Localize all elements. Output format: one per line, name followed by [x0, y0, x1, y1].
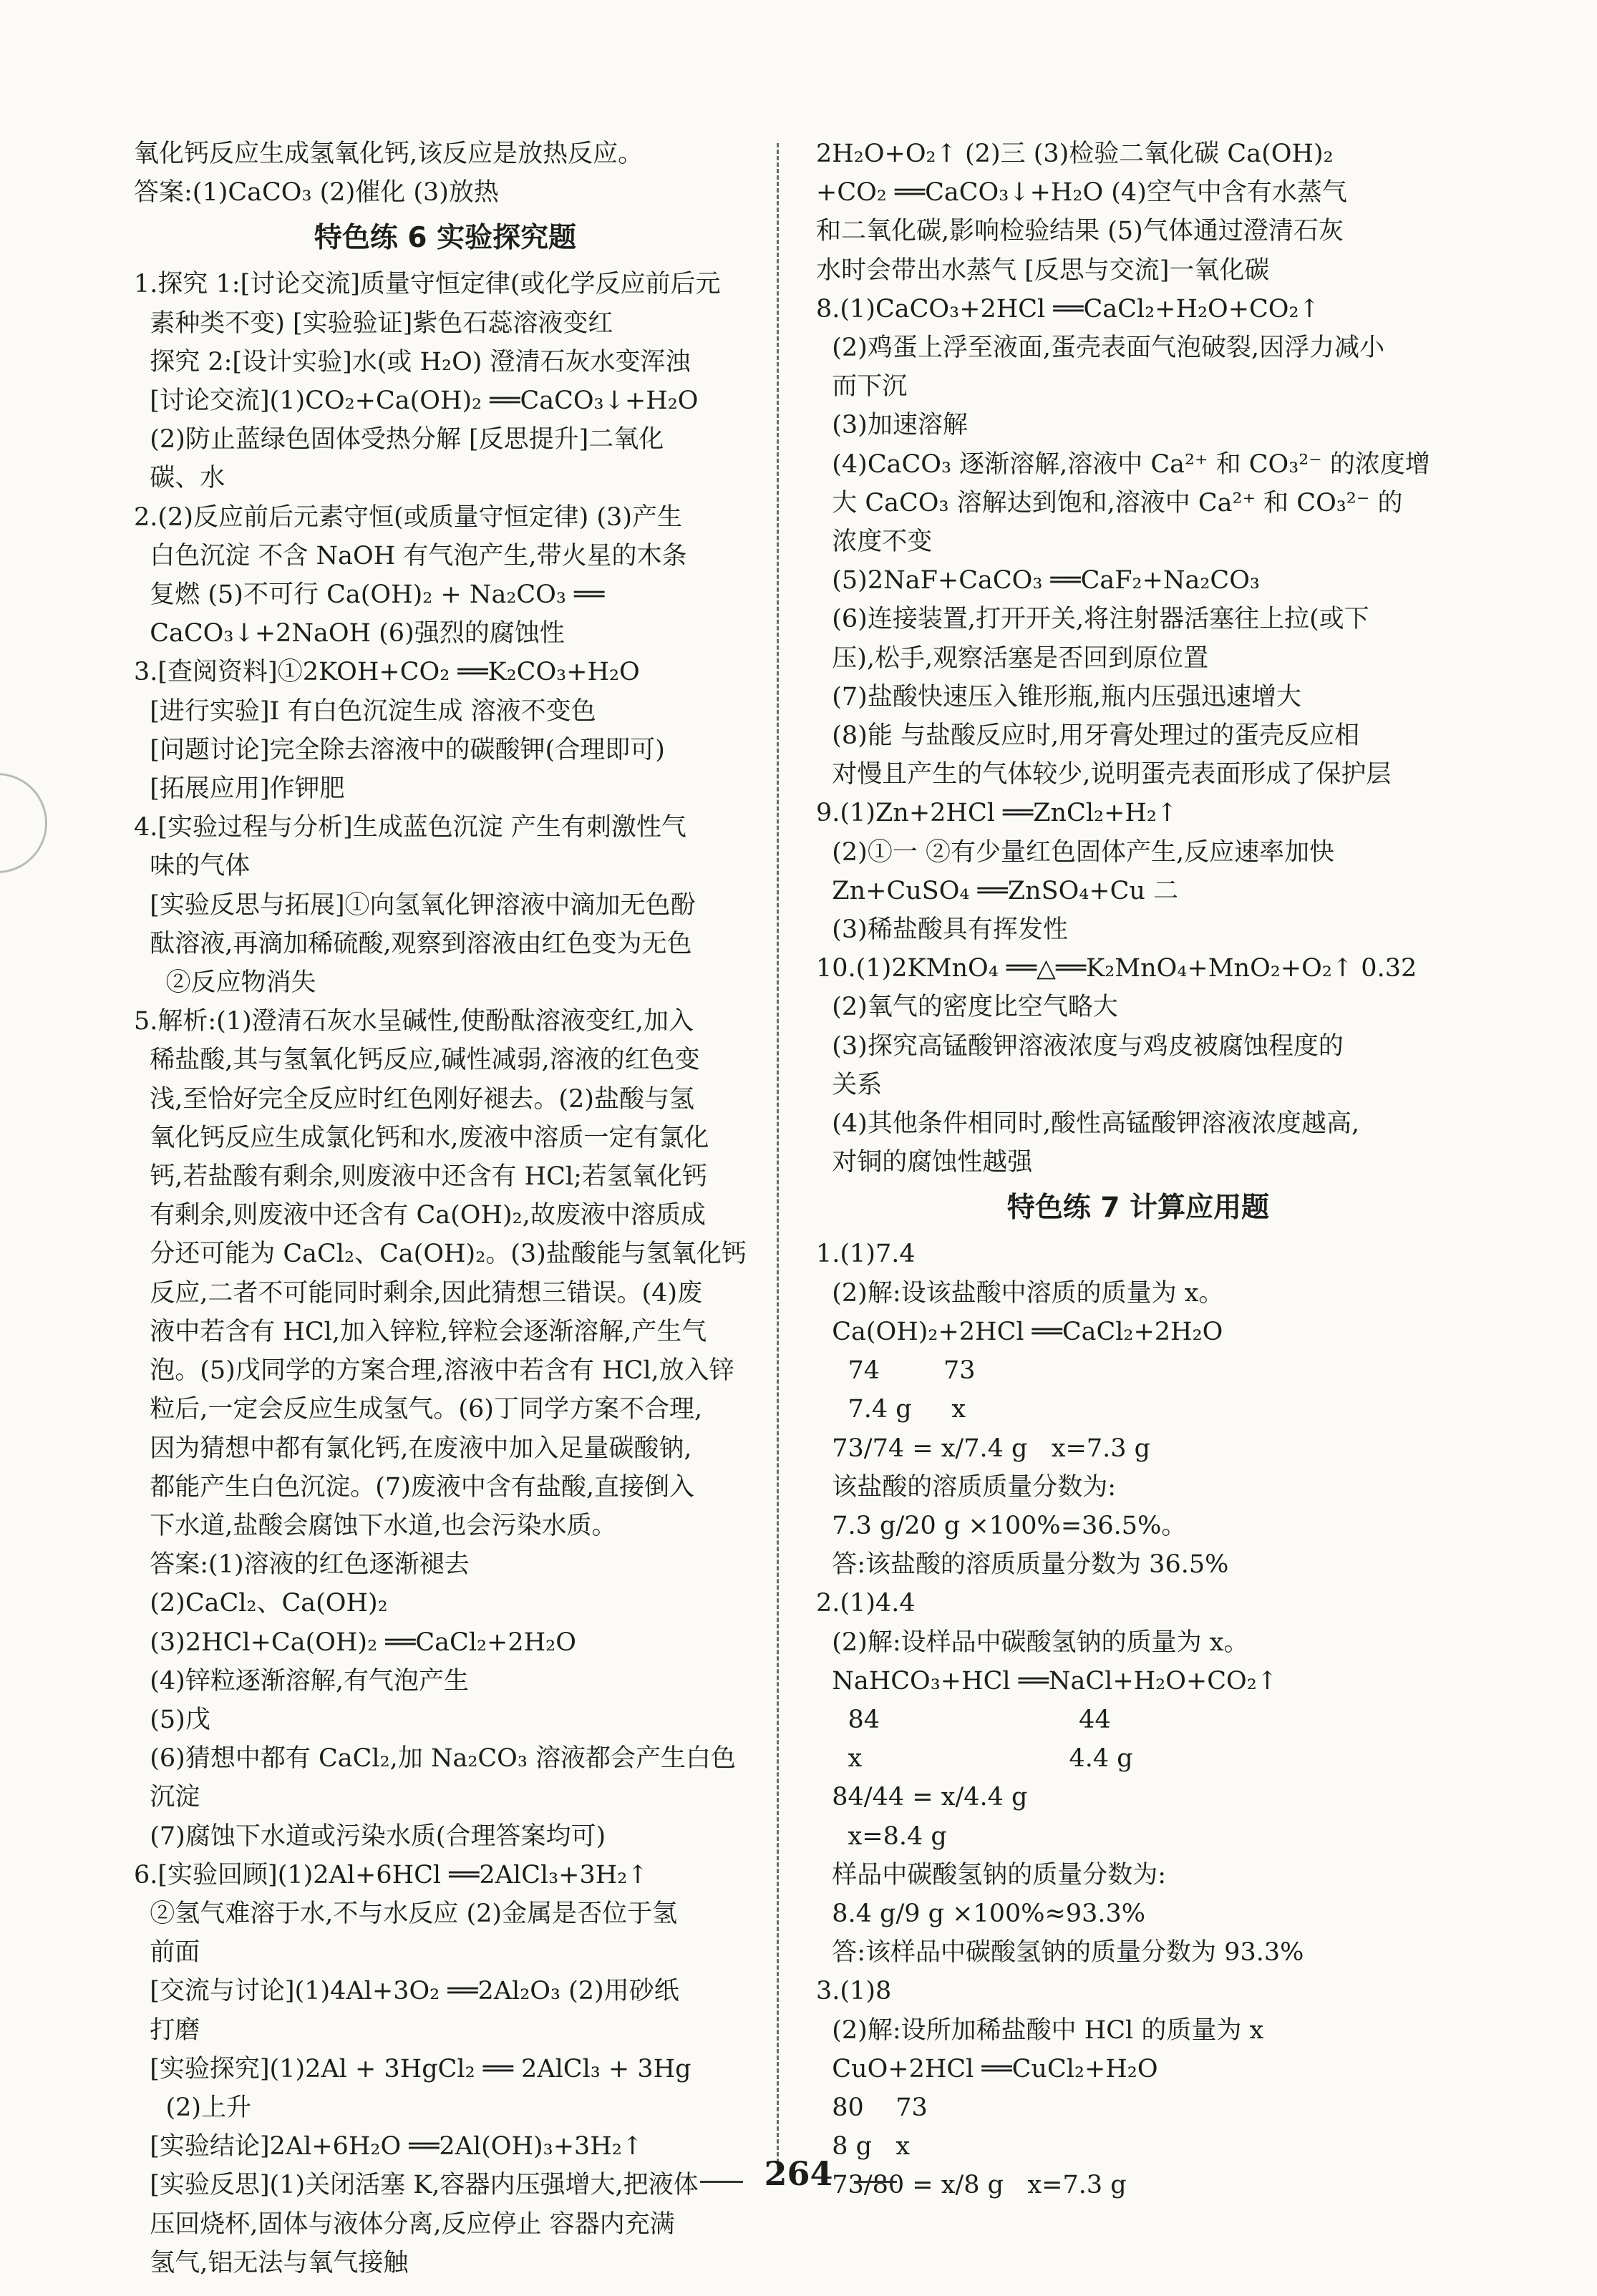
text-line: 探究 2:[设计实验]水(或 H₂O) 澄清石灰水变浑浊 [134, 347, 691, 376]
text-line: 都能产生白色沉淀。(7)废液中含有盐酸,直接倒入 [134, 1472, 694, 1502]
section-title: 特色练 7 计算应用题 [1006, 1192, 1270, 1225]
text-line: CuO+2HCl ══CuCl₂+H₂O [816, 2054, 1158, 2083]
text-line: 白色沉淀 不含 NaOH 有气泡产生,带火星的木条 [134, 541, 687, 570]
text-line: (7)腐蚀下水道或污染水质(合理答案均可) [134, 1821, 606, 1851]
text-line: 80 73 [816, 2093, 928, 2122]
left-column [134, 135, 757, 2282]
text-line: 84/44 = x/4.4 g [816, 1783, 1028, 1812]
text-line: [实验反思](1)关闭活塞 K,容器内压强增大,把液体 [134, 2171, 699, 2200]
column-divider [777, 143, 779, 2176]
text-line: [拓展应用]作钾肥 [134, 774, 345, 804]
text-line: 84 44 [816, 1705, 1111, 1734]
text-line: 7.3 g/20 g ×100%=36.5%。 [816, 1511, 1187, 1540]
right-column [816, 135, 1460, 2205]
footer-dash-right [854, 2181, 897, 2183]
text-line: 6.[实验回顾](1)2Al+6HCl ══2AlCl₃+3H₂↑ [134, 1860, 649, 1889]
text-line: 5.解析:(1)澄清石灰水呈碱性,使酚酞溶液变红,加入 [134, 1007, 694, 1036]
text-line: 该盐酸的溶质质量分数为: [816, 1472, 1117, 1502]
text-line: 答:该盐酸的溶质质量分数为 36.5% [816, 1550, 1229, 1580]
text-line: 对慢且产生的气体较少,说明蛋壳表面形成了保护层 [816, 760, 1392, 789]
text-line: (2)CaCl₂、Ca(OH)₂ [134, 1589, 388, 1618]
text-line: 样品中碳酸氢钠的质量分数为: [816, 1860, 1167, 1889]
text-line: Zn+CuSO₄ ══ZnSO₄+Cu 二 [816, 876, 1179, 905]
text-line: 73/74 = x/7.4 g x=7.3 g [816, 1434, 1151, 1463]
text-line: ②氢气难溶于水,不与水反应 (2)金属是否位于氢 [134, 1899, 678, 1928]
text-line: x 4.4 g [816, 1744, 1133, 1774]
text-line: 液中若含有 HCl,加入锌粒,锌粒会逐渐溶解,产生气 [134, 1317, 707, 1346]
text-line: (4)锌粒逐渐溶解,有气泡产生 [134, 1666, 469, 1696]
text-line: +CO₂ ══CaCO₃↓+H₂O (4)空气中含有水蒸气 [816, 178, 1347, 208]
text-line: 味的气体 [134, 852, 251, 881]
text-line: [问题讨论]完全除去溶液中的碳酸钾(合理即可) [134, 735, 665, 764]
text-line: 7.4 g x [816, 1395, 966, 1424]
text-line: 前面 [134, 1938, 200, 1967]
text-line: 1.(1)7.4 [816, 1240, 916, 1269]
text-line: 压),松手,观察活塞是否回到原位置 [816, 643, 1209, 673]
text-line: (2)防止蓝绿色固体受热分解 [反思提升]二氧化 [134, 425, 664, 454]
text-line: [讨论交流](1)CO₂+Ca(OH)₂ ══CaCO₃↓+H₂O [134, 386, 699, 416]
text-line: (2)氧气的密度比空气略大 [816, 993, 1118, 1022]
section-title: 特色练 6 实验探究题 [314, 222, 577, 255]
text-line: [进行实验]Ⅰ 有白色沉淀生成 溶液不变色 [134, 696, 596, 726]
text-line: (7)盐酸快速压入锥形瓶,瓶内压强迅速增大 [816, 682, 1301, 711]
text-line: (3)探究高锰酸钾溶液浓度与鸡皮被腐蚀程度的 [816, 1031, 1344, 1061]
text-line: 74 73 [816, 1356, 976, 1386]
text-line: 73/80 = x/8 g x=7.3 g [816, 2171, 1127, 2200]
text-line: 2.(2)反应前后元素守恒(或质量守恒定律) (3)产生 [134, 502, 682, 532]
text-line: (5)2NaF+CaCO₃ ══CaF₂+Na₂CO₃ [816, 566, 1260, 595]
text-line: 钙,若盐酸有剩余,则废液中还含有 HCl;若氢氧化钙 [134, 1162, 707, 1192]
text-line: 因为猜想中都有氯化钙,在废液中加入足量碳酸钠, [134, 1434, 692, 1463]
text-line: (4)其他条件相同时,酸性高锰酸钾溶液浓度越高, [816, 1109, 1360, 1139]
text-line: [实验探究](1)2Al + 3HgCl₂ ══ 2AlCl₃ + 3Hg [134, 2054, 691, 2083]
text-line: Ca(OH)₂+2HCl ══CaCl₂+2H₂O [816, 1317, 1223, 1346]
text-line: 水时会带出水蒸气 [反思与交流]一氧化碳 [816, 256, 1270, 285]
text-line: 稀盐酸,其与氢氧化钙反应,碱性减弱,溶液的红色变 [134, 1046, 700, 1075]
text-line: 1.探究 1:[讨论交流]质量守恒定律(或化学反应前后元 [134, 270, 721, 299]
text-line: 压回烧杯,固体与液体分离,反应停止 容器内充满 [134, 2209, 675, 2239]
text-line: 沉淀 [134, 1783, 200, 1812]
text-line: 氢气,铝无法与氧气接触 [134, 2248, 409, 2277]
text-line: 浅,至恰好完全反应时红色刚好褪去。(2)盐酸与氢 [134, 1084, 694, 1114]
text-line: 而下沉 [816, 372, 908, 402]
text-line: (8)能 与盐酸反应时,用牙膏处理过的蛋壳反应相 [816, 721, 1360, 751]
text-line: (6)猜想中都有 CaCl₂,加 Na₂CO₃ 溶液都会产生白色 [134, 1744, 737, 1774]
text-line: (2)①一 ②有少量红色固体产生,反应速率加快 [816, 837, 1335, 867]
text-line: [实验结论]2Al+6H₂O ══2Al(OH)₃+3H₂↑ [134, 2132, 644, 2161]
text-line: 有剩余,则废液中还含有 Ca(OH)₂,故废液中溶质成 [134, 1201, 706, 1230]
text-line: 4.[实验过程与分析]生成蓝色沉淀 产生有刺激性气 [134, 813, 686, 842]
text-line: [交流与讨论](1)4Al+3O₂ ══2Al₂O₃ (2)用砂纸 [134, 1977, 679, 2006]
text-line: x=8.4 g [816, 1821, 947, 1851]
text-line: 碳、水 [134, 464, 225, 493]
text-line: ②反应物消失 [134, 968, 316, 998]
text-line: (3)加速溶解 [816, 411, 968, 440]
text-line: 下水道,盐酸会腐蚀下水道,也会污染水质。 [134, 1511, 617, 1540]
text-line: 10.(1)2KMnO₄ ══△══K₂MnO₄+MnO₂+O₂↑ 0.32 [816, 954, 1417, 983]
text-line: 2H₂O+O₂↑ (2)三 (3)检验二氧化碳 Ca(OH)₂ [816, 140, 1334, 168]
text-line: (2)解:设该盐酸中溶质的质量为 x。 [816, 1278, 1224, 1308]
text-line: 8 g x [816, 2132, 911, 2161]
text-line: (2)解:设所加稀盐酸中 HCl 的质量为 x [816, 2015, 1264, 2045]
page-number: 264 [764, 2154, 833, 2193]
text-line: 2.(1)4.4 [816, 1589, 916, 1618]
text-line: 氧化钙反应生成氢氧化钙,该反应是放热反应。 [134, 140, 644, 168]
text-line: 和二氧化碳,影响检验结果 (5)气体通过澄清石灰 [816, 217, 1344, 246]
page-footer [0, 2154, 1597, 2193]
text-line: 泡。(5)戊同学的方案合理,溶液中若含有 HCl,放入锌 [134, 1356, 734, 1386]
text-line: 打磨 [134, 2015, 200, 2045]
text-line: 对铜的腐蚀性越强 [816, 1148, 1033, 1177]
text-line: 粒后,一定会反应生成氢气。(6)丁同学方案不合理, [134, 1395, 703, 1424]
text-line: 复燃 (5)不可行 Ca(OH)₂ + Na₂CO₃ ══ [134, 580, 605, 610]
text-line: (4)CaCO₃ 逐渐溶解,溶液中 Ca²⁺ 和 CO₃²⁻ 的浓度增 [816, 449, 1430, 479]
text-line: 分还可能为 CaCl₂、Ca(OH)₂。(3)盐酸能与氢氧化钙 [134, 1240, 747, 1269]
text-line: 答:该样品中碳酸氢钠的质量分数为 93.3% [816, 1938, 1304, 1967]
text-line: 关系 [816, 1070, 883, 1099]
text-line: 答案:(1)溶液的红色逐渐褪去 [134, 1550, 470, 1580]
text-line: 反应,二者不可能同时剩余,因此猜想三错误。(4)废 [134, 1278, 703, 1308]
text-line: 酞溶液,再滴加稀硫酸,观察到溶液由红色变为无色 [134, 929, 692, 958]
text-line: (3)稀盐酸具有挥发性 [816, 915, 1068, 945]
text-line: 浓度不变 [816, 527, 933, 557]
text-line: 氧化钙反应生成氯化钙和水,废液中溶质一定有氯化 [134, 1123, 709, 1152]
text-line: 3.(1)8 [816, 1977, 892, 2006]
footer-dash-left [700, 2181, 743, 2183]
text-line: (5)戊 [134, 1705, 210, 1734]
text-line: 大 CaCO₃ 溶解达到饱和,溶液中 Ca²⁺ 和 CO₃²⁻ 的 [816, 488, 1403, 517]
text-line: 答案:(1)CaCO₃ (2)催化 (3)放热 [134, 178, 499, 208]
text-line: (2)上升 [134, 2093, 252, 2122]
text-line: (2)解:设样品中碳酸氢钠的质量为 x。 [816, 1628, 1249, 1657]
text-line: (3)2HCl+Ca(OH)₂ ══CaCl₂+2H₂O [134, 1628, 576, 1657]
text-line: 3.[查阅资料]①2KOH+CO₂ ══K₂CO₃+H₂O [134, 658, 640, 687]
text-line: 9.(1)Zn+2HCl ══ZnCl₂+H₂↑ [816, 799, 1178, 828]
text-line: (6)连接装置,打开开关,将注射器活塞往上拉(或下 [816, 605, 1369, 634]
text-line: 素种类不变) [实验验证]紫色石蕊溶液变红 [134, 308, 613, 338]
text-line: [实验反思与拓展]①向氢氧化钾溶液中滴加无色酚 [134, 890, 696, 920]
text-line: CaCO₃↓+2NaOH (6)强烈的腐蚀性 [134, 619, 565, 648]
text-line: 8.4 g/9 g ×100%≈93.3% [816, 1899, 1146, 1928]
text-line: NaHCO₃+HCl ══NaCl+H₂O+CO₂↑ [816, 1666, 1278, 1696]
text-line: 8.(1)CaCO₃+2HCl ══CaCl₂+H₂O+CO₂↑ [816, 294, 1320, 324]
stamp-mark [0, 773, 47, 873]
text-line: (2)鸡蛋上浮至液面,蛋壳表面气泡破裂,因浮力减小 [816, 334, 1385, 363]
